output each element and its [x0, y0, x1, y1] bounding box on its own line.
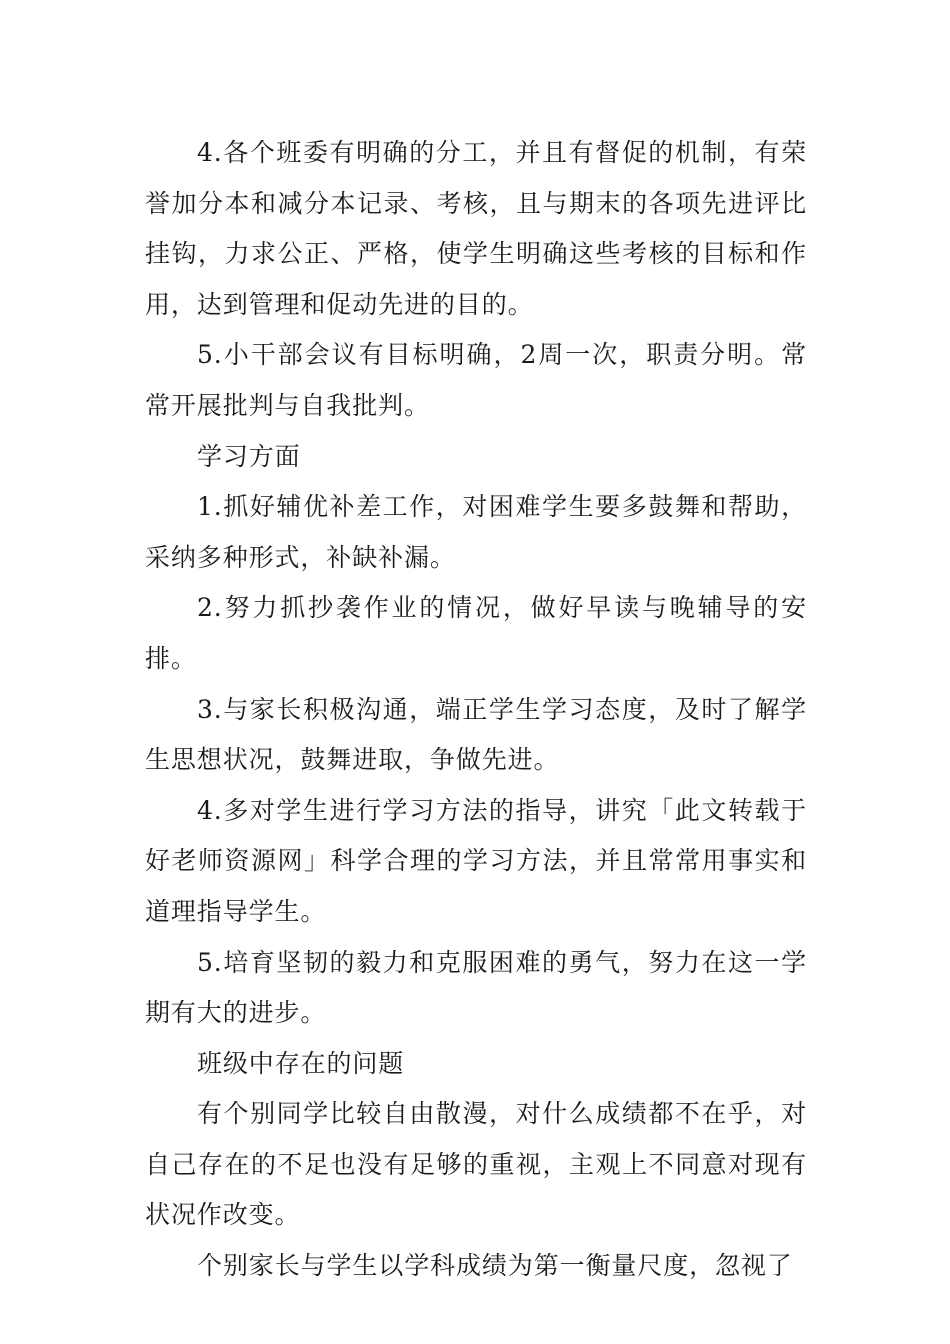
- paragraph-study-item-5: 5.培育坚韧的毅力和克服困难的勇气，努力在这一学期有大的进步。: [145, 947, 807, 1028]
- section-heading-problems: 班级中存在的问题: [197, 1048, 405, 1078]
- paragraph-problem-2: 个别家长与学生以学科成绩为第一衡量尺度，忽视了: [197, 1251, 793, 1281]
- paragraph-cadre-meeting: 5.小干部会议有目标明确，2周一次，职责分明。常常开展批判与自我批判。: [145, 340, 807, 420]
- paragraph-problem-1: 有个别同学比较自由散漫，对什么成绩都不在乎，对自己存在的不足也没有足够的重视，主观上不同意对现有状况作改变。: [145, 1099, 807, 1230]
- paragraph-study-item-2: 2.努力抓抄袭作业的情况，做好早读与晚辅导的安排。: [145, 593, 807, 673]
- paragraph-study-item-1: 1.抓好辅优补差工作，对困难学生要多鼓舞和帮助，采纳多种形式，补缺补漏。: [145, 492, 807, 572]
- paragraph-class-committee-duties: 4.各个班委有明确的分工，并且有督促的机制，有荣誉加分本和减分本记录、考核，且与期末的各项先进评比挂钩，力求公正、严格，使学生明确这些考核的目标和作用，达到管理和促动先进的目的。: [145, 138, 807, 319]
- section-heading-study: 学习方面: [197, 441, 301, 471]
- document-body: [145, 128, 807, 1292]
- paragraph-study-item-3: 3.与家长积极沟通，端正学生学习态度，及时了解学生思想状况，鼓舞进取，争做先进。: [145, 694, 807, 775]
- paragraph-study-item-4: 4.多对学生进行学习方法的指导，讲究「此文转载于好老师资源网」科学合理的学习方法，并且常常用事实和道理指导学生。: [145, 795, 807, 926]
